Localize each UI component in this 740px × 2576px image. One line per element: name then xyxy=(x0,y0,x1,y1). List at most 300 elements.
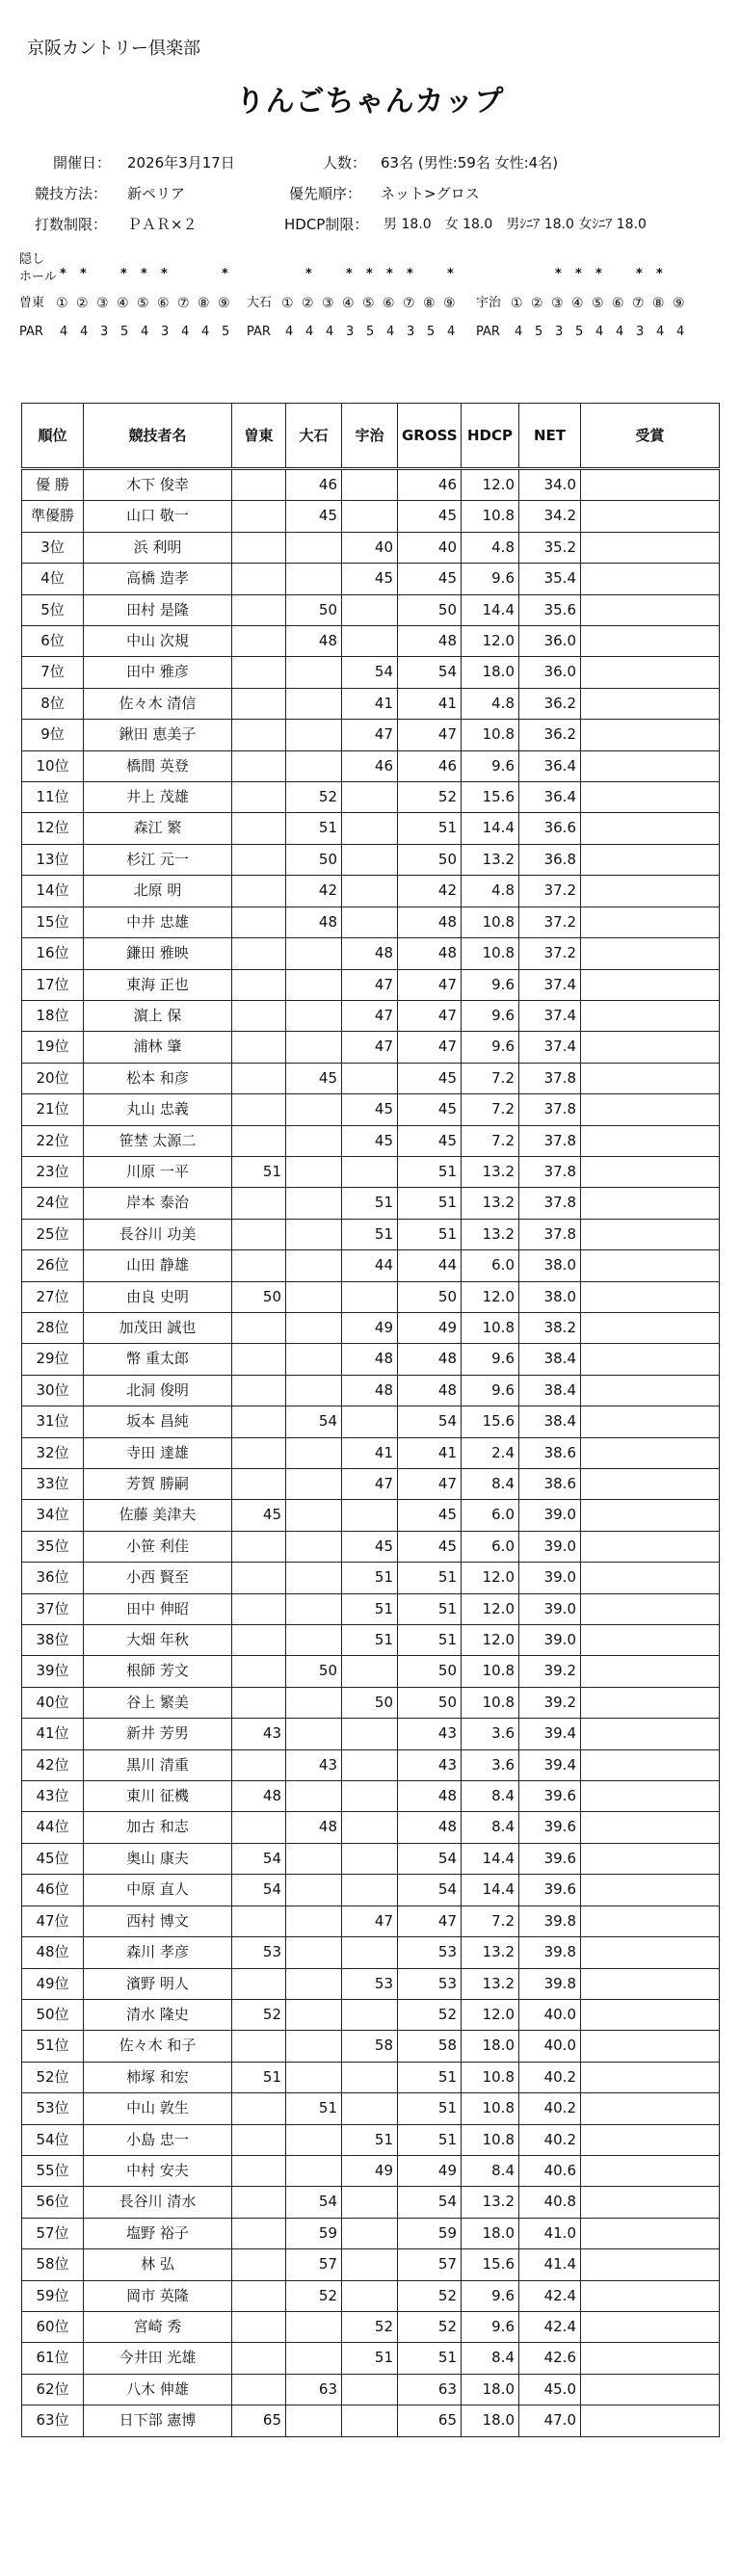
par-label: PAR xyxy=(476,325,500,339)
cap-value: ＰＡＲ×２ xyxy=(127,216,198,233)
cell-rank: 12位 xyxy=(22,813,84,844)
table-row xyxy=(22,720,720,750)
cell-rank: 20位 xyxy=(22,1063,84,1093)
cell-award xyxy=(581,938,720,969)
cell-player: 笹埜 太源二 xyxy=(84,1125,232,1156)
cell-oishi: 54 xyxy=(286,1406,342,1437)
cell-gross: 43 xyxy=(398,1719,462,1749)
cell-oishi xyxy=(286,2062,342,2092)
cell-uji xyxy=(342,782,398,813)
cell-hdcp: 8.4 xyxy=(462,1469,519,1500)
cell-rank: 32位 xyxy=(22,1437,84,1468)
cell-uji: 50 xyxy=(342,1687,398,1718)
cell-oishi xyxy=(286,2155,342,2186)
cell-award xyxy=(581,1625,720,1656)
cell-award xyxy=(581,1125,720,1156)
cell-oishi xyxy=(286,1375,342,1406)
cell-uji xyxy=(342,626,398,657)
cell-uji: 53 xyxy=(342,1968,398,1999)
par-value: 4 xyxy=(676,325,685,339)
cell-rank: 19位 xyxy=(22,1032,84,1063)
cell-rank: 28位 xyxy=(22,1312,84,1343)
cell-gross: 48 xyxy=(398,907,462,937)
cell-award xyxy=(581,532,720,563)
cell-hdcp: 3.6 xyxy=(462,1719,519,1749)
cell-player: 杉江 元一 xyxy=(84,844,232,875)
cell-player: 坂本 昌純 xyxy=(84,1406,232,1437)
hole-table xyxy=(19,252,723,347)
table-row xyxy=(22,501,720,532)
cell-gross: 48 xyxy=(398,1781,462,1812)
cell-player: 木下 俊幸 xyxy=(84,469,232,501)
cell-hdcp: 18.0 xyxy=(462,2031,519,2062)
cell-hdcp: 14.4 xyxy=(462,1843,519,1874)
cell-uji: 45 xyxy=(342,1125,398,1156)
cell-award xyxy=(581,2218,720,2248)
cell-award xyxy=(581,1250,720,1281)
cell-uji: 51 xyxy=(342,1219,398,1249)
cell-player: 橋間 英登 xyxy=(84,750,232,781)
cell-player: 鍬田 恵美子 xyxy=(84,720,232,750)
cell-rank: 59位 xyxy=(22,2280,84,2311)
cell-rank: 3位 xyxy=(22,532,84,563)
cell-award xyxy=(581,1593,720,1624)
cell-net: 40.8 xyxy=(519,2187,581,2218)
hole-number: ④ xyxy=(117,296,129,311)
cell-net: 41.4 xyxy=(519,2249,581,2280)
cell-hdcp: 10.8 xyxy=(462,2093,519,2124)
par-value: 3 xyxy=(636,325,645,339)
cell-player: 幣 重太郎 xyxy=(84,1344,232,1375)
cell-gross: 51 xyxy=(398,1593,462,1624)
hidden-hole-mark: * xyxy=(407,267,413,281)
hidden-hole-mark: * xyxy=(80,267,87,281)
cell-rank: 38位 xyxy=(22,1625,84,1656)
cell-uji: 41 xyxy=(342,688,398,719)
par-value: 3 xyxy=(346,325,355,339)
cell-oishi xyxy=(286,1219,342,1249)
cell-player: 鎌田 雅映 xyxy=(84,938,232,969)
cell-rank: 51位 xyxy=(22,2031,84,2062)
cell-rank: 4位 xyxy=(22,564,84,594)
cell-uji xyxy=(342,1875,398,1906)
cell-sotou: 53 xyxy=(232,1937,286,1968)
cell-net: 40.0 xyxy=(519,1999,581,2030)
cell-oishi xyxy=(286,938,342,969)
table-row xyxy=(22,1250,720,1281)
table-row xyxy=(22,1781,720,1812)
cell-rank: 42位 xyxy=(22,1749,84,1780)
cell-hdcp: 9.6 xyxy=(462,564,519,594)
cell-oishi xyxy=(286,750,342,781)
cell-gross: 54 xyxy=(398,2187,462,2218)
cell-player: 長谷川 清水 xyxy=(84,2187,232,2218)
cell-sotou xyxy=(232,750,286,781)
par-value: 3 xyxy=(407,325,415,339)
cell-award xyxy=(581,1156,720,1187)
table-row xyxy=(22,1531,720,1562)
cell-player: 森川 孝彦 xyxy=(84,1937,232,1968)
cell-rank: 準優勝 xyxy=(22,501,84,532)
hole-number: ④ xyxy=(571,296,584,311)
cell-uji: 46 xyxy=(342,750,398,781)
hidden-label: 隠し xyxy=(19,252,45,267)
priority-value: ネット>グロス xyxy=(381,185,480,202)
cell-net: 39.2 xyxy=(519,1656,581,1687)
cell-rank: 13位 xyxy=(22,844,84,875)
cell-uji xyxy=(342,1843,398,1874)
cell-award xyxy=(581,1375,720,1406)
cell-rank: 49位 xyxy=(22,1968,84,1999)
cell-player: 小笹 利佳 xyxy=(84,1531,232,1562)
cell-award xyxy=(581,1687,720,1718)
column-header: HDCP xyxy=(462,404,519,469)
cell-award xyxy=(581,1312,720,1343)
par-value: 4 xyxy=(326,325,334,339)
cell-sotou xyxy=(232,469,286,501)
cell-rank: 39位 xyxy=(22,1656,84,1687)
cell-award xyxy=(581,1344,720,1375)
cell-oishi xyxy=(286,1625,342,1656)
cell-oishi: 48 xyxy=(286,1812,342,1843)
cell-sotou xyxy=(232,1531,286,1562)
cell-award xyxy=(581,688,720,719)
par-value: 4 xyxy=(141,325,149,339)
cell-award xyxy=(581,1281,720,1312)
cell-hdcp: 12.0 xyxy=(462,1999,519,2030)
cell-hdcp: 10.8 xyxy=(462,720,519,750)
cell-award xyxy=(581,2093,720,2124)
par-value: 4 xyxy=(181,325,190,339)
cell-hdcp: 14.4 xyxy=(462,1875,519,1906)
cell-hdcp: 13.2 xyxy=(462,1156,519,1187)
cell-player: 濵上 保 xyxy=(84,1000,232,1031)
cell-rank: 61位 xyxy=(22,2343,84,2374)
hidden-hole-mark: * xyxy=(161,267,168,281)
table-row xyxy=(22,1687,720,1718)
cell-rank: 21位 xyxy=(22,1094,84,1125)
cell-rank: 29位 xyxy=(22,1344,84,1375)
hole-number: ⑥ xyxy=(157,296,170,311)
cell-uji xyxy=(342,2062,398,2092)
cell-rank: 11位 xyxy=(22,782,84,813)
cell-net: 39.8 xyxy=(519,1937,581,1968)
cell-award xyxy=(581,1063,720,1093)
cell-hdcp: 10.8 xyxy=(462,2124,519,2155)
cell-net: 37.2 xyxy=(519,938,581,969)
cell-net: 39.6 xyxy=(519,1843,581,1874)
cell-hdcp: 9.6 xyxy=(462,1000,519,1031)
hole-number: ⑤ xyxy=(137,296,149,311)
cell-hdcp: 18.0 xyxy=(462,2218,519,2248)
cell-award xyxy=(581,1219,720,1249)
cell-player: 芳賀 勝嗣 xyxy=(84,1469,232,1500)
cell-sotou xyxy=(232,1063,286,1093)
cell-sotou xyxy=(232,1188,286,1219)
cell-gross: 46 xyxy=(398,750,462,781)
cell-net: 37.8 xyxy=(519,1125,581,1156)
cell-uji xyxy=(342,1781,398,1812)
cell-gross: 47 xyxy=(398,1000,462,1031)
cell-gross: 53 xyxy=(398,1968,462,1999)
column-header: 大石 xyxy=(286,404,342,469)
cell-uji xyxy=(342,1937,398,1968)
cell-gross: 45 xyxy=(398,1500,462,1531)
cell-uji: 47 xyxy=(342,1032,398,1063)
cell-sotou: 50 xyxy=(232,1281,286,1312)
cell-rank: 6位 xyxy=(22,626,84,657)
cell-player: 東海 正也 xyxy=(84,969,232,1000)
cell-player: 田中 雅彦 xyxy=(84,657,232,688)
cell-sotou xyxy=(232,1406,286,1437)
cell-oishi xyxy=(286,1000,342,1031)
cell-sotou xyxy=(232,1000,286,1031)
cell-oishi xyxy=(286,1437,342,1468)
cell-net: 40.2 xyxy=(519,2093,581,2124)
cell-sotou xyxy=(232,1968,286,1999)
cell-oishi: 48 xyxy=(286,626,342,657)
cell-net: 39.2 xyxy=(519,1687,581,1718)
cell-uji xyxy=(342,1999,398,2030)
cell-uji xyxy=(342,876,398,907)
table-row xyxy=(22,2031,720,2062)
cell-net: 37.8 xyxy=(519,1219,581,1249)
cell-oishi: 46 xyxy=(286,469,342,501)
cell-gross: 45 xyxy=(398,501,462,532)
cell-award xyxy=(581,2155,720,2186)
hole-number: ⑤ xyxy=(592,296,604,311)
cell-net: 36.4 xyxy=(519,782,581,813)
cell-net: 36.0 xyxy=(519,626,581,657)
cell-hdcp: 13.2 xyxy=(462,1937,519,1968)
table-row xyxy=(22,1375,720,1406)
cell-gross: 52 xyxy=(398,782,462,813)
hole-number: ② xyxy=(531,296,543,311)
cell-award xyxy=(581,844,720,875)
cell-rank: 48位 xyxy=(22,1937,84,1968)
cell-award xyxy=(581,2405,720,2436)
cell-gross: 51 xyxy=(398,1156,462,1187)
table-row xyxy=(22,813,720,844)
cell-hdcp: 18.0 xyxy=(462,2405,519,2436)
cell-net: 36.4 xyxy=(519,750,581,781)
cell-hdcp: 15.6 xyxy=(462,1406,519,1437)
cell-sotou xyxy=(232,2155,286,2186)
cell-player: 今井田 光雄 xyxy=(84,2343,232,2374)
cell-rank: 52位 xyxy=(22,2062,84,2092)
cell-uji: 48 xyxy=(342,938,398,969)
cell-gross: 52 xyxy=(398,1999,462,2030)
method-value: 新ペリア xyxy=(127,185,186,202)
hidden-hole-mark: * xyxy=(555,267,562,281)
cell-uji xyxy=(342,2218,398,2248)
cell-oishi xyxy=(286,1469,342,1500)
cell-award xyxy=(581,1563,720,1593)
cell-oishi: 57 xyxy=(286,2249,342,2280)
par-value: 5 xyxy=(427,325,436,339)
table-row xyxy=(22,688,720,719)
cell-hdcp: 4.8 xyxy=(462,688,519,719)
cell-net: 39.0 xyxy=(519,1500,581,1531)
cell-gross: 45 xyxy=(398,1125,462,1156)
cell-uji: 51 xyxy=(342,2124,398,2155)
cell-sotou: 51 xyxy=(232,1156,286,1187)
cell-sotou xyxy=(232,1687,286,1718)
hole-number: ⑨ xyxy=(443,296,456,311)
cell-net: 38.4 xyxy=(519,1406,581,1437)
cell-oishi xyxy=(286,2124,342,2155)
cell-rank: 優 勝 xyxy=(22,469,84,501)
cell-oishi xyxy=(286,1531,342,1562)
cell-player: 日下部 憲博 xyxy=(84,2405,232,2436)
cell-oishi: 51 xyxy=(286,813,342,844)
cell-rank: 34位 xyxy=(22,1500,84,1531)
table-row xyxy=(22,1999,720,2030)
cell-hdcp: 14.4 xyxy=(462,813,519,844)
cell-uji xyxy=(342,594,398,625)
cell-sotou xyxy=(232,1344,286,1375)
cell-oishi xyxy=(286,1687,342,1718)
cell-uji xyxy=(342,1063,398,1093)
table-row xyxy=(22,1625,720,1656)
cell-gross: 51 xyxy=(398,2062,462,2092)
par-label: PAR xyxy=(247,325,271,339)
table-row xyxy=(22,2218,720,2248)
par-value: 4 xyxy=(285,325,294,339)
table-row xyxy=(22,938,720,969)
table-row xyxy=(22,2187,720,2218)
cell-net: 35.2 xyxy=(519,532,581,563)
cell-hdcp: 2.4 xyxy=(462,1437,519,1468)
cell-uji: 51 xyxy=(342,1593,398,1624)
par-value: 4 xyxy=(656,325,665,339)
cell-net: 37.4 xyxy=(519,969,581,1000)
cell-rank: 15位 xyxy=(22,907,84,937)
cell-net: 41.0 xyxy=(519,2218,581,2248)
cell-oishi xyxy=(286,1500,342,1531)
cell-award xyxy=(581,1500,720,1531)
cell-rank: 5位 xyxy=(22,594,84,625)
table-row xyxy=(22,1812,720,1843)
table-row xyxy=(22,469,720,501)
table-row xyxy=(22,907,720,937)
cell-net: 39.6 xyxy=(519,1781,581,1812)
cell-net: 42.6 xyxy=(519,2343,581,2374)
cell-uji: 47 xyxy=(342,1469,398,1500)
cell-hdcp: 10.8 xyxy=(462,907,519,937)
cell-player: 新井 芳男 xyxy=(84,1719,232,1749)
cell-gross: 52 xyxy=(398,2311,462,2342)
cell-net: 40.0 xyxy=(519,2031,581,2062)
cell-hdcp: 4.8 xyxy=(462,532,519,563)
hidden-hole-mark: * xyxy=(575,267,582,281)
cell-hdcp: 10.8 xyxy=(462,1687,519,1718)
cell-net: 35.6 xyxy=(519,594,581,625)
cell-player: 奥山 康夫 xyxy=(84,1843,232,1874)
cell-award xyxy=(581,750,720,781)
cell-uji: 47 xyxy=(342,969,398,1000)
par-value: 3 xyxy=(161,325,170,339)
cell-rank: 27位 xyxy=(22,1281,84,1312)
cell-oishi xyxy=(286,2031,342,2062)
cell-player: 松本 和彦 xyxy=(84,1063,232,1093)
cell-hdcp: 6.0 xyxy=(462,1250,519,1281)
cell-gross: 51 xyxy=(398,1219,462,1249)
par-value: 4 xyxy=(305,325,314,339)
cell-oishi xyxy=(286,969,342,1000)
cell-hdcp: 18.0 xyxy=(462,2374,519,2405)
cell-award xyxy=(581,2374,720,2405)
table-row xyxy=(22,594,720,625)
cell-rank: 46位 xyxy=(22,1875,84,1906)
cell-player: 東川 征機 xyxy=(84,1781,232,1812)
column-header: 競技者名 xyxy=(84,404,232,469)
table-row xyxy=(22,1843,720,1874)
par-value: 4 xyxy=(616,325,624,339)
cell-oishi xyxy=(286,1999,342,2030)
cell-sotou xyxy=(232,1469,286,1500)
table-row xyxy=(22,2374,720,2405)
cell-uji xyxy=(342,1406,398,1437)
cell-gross: 48 xyxy=(398,1812,462,1843)
column-header: NET xyxy=(519,404,581,469)
cell-net: 38.0 xyxy=(519,1250,581,1281)
cell-oishi: 63 xyxy=(286,2374,342,2405)
cell-hdcp: 13.2 xyxy=(462,1219,519,1249)
cell-gross: 43 xyxy=(398,1749,462,1780)
cell-gross: 59 xyxy=(398,2218,462,2248)
table-row xyxy=(22,844,720,875)
hidden-hole-row xyxy=(19,252,723,289)
cell-award xyxy=(581,626,720,657)
table-row xyxy=(22,1437,720,1468)
cell-uji: 44 xyxy=(342,1250,398,1281)
cell-player: 八木 伸雄 xyxy=(84,2374,232,2405)
cell-oishi: 52 xyxy=(286,2280,342,2311)
cell-player: 北原 明 xyxy=(84,876,232,907)
column-header: 曽東 xyxy=(232,404,286,469)
cell-hdcp: 14.4 xyxy=(462,594,519,625)
results-table xyxy=(21,403,720,2437)
cell-gross: 51 xyxy=(398,1563,462,1593)
table-row xyxy=(22,2062,720,2092)
table-row xyxy=(22,1063,720,1093)
cell-net: 38.2 xyxy=(519,1312,581,1343)
cell-gross: 58 xyxy=(398,2031,462,2062)
cell-sotou xyxy=(232,844,286,875)
column-header: 順位 xyxy=(22,404,84,469)
cell-sotou xyxy=(232,564,286,594)
cell-award xyxy=(581,1906,720,1936)
cell-oishi xyxy=(286,1781,342,1812)
cell-award xyxy=(581,1968,720,1999)
cell-uji xyxy=(342,2374,398,2405)
cell-oishi xyxy=(286,2311,342,2342)
cell-award xyxy=(581,469,720,501)
cell-oishi: 50 xyxy=(286,844,342,875)
table-row xyxy=(22,2093,720,2124)
cell-gross: 45 xyxy=(398,1063,462,1093)
hole-number: ② xyxy=(302,296,314,311)
hole-number: ⑧ xyxy=(423,296,436,311)
cell-sotou xyxy=(232,1906,286,1936)
cell-player: 黒川 清重 xyxy=(84,1749,232,1780)
cell-hdcp: 13.2 xyxy=(462,1188,519,1219)
table-row xyxy=(22,782,720,813)
club-name: 京阪カントリー倶楽部 xyxy=(27,39,200,59)
cell-gross: 54 xyxy=(398,1875,462,1906)
cell-gross: 50 xyxy=(398,1281,462,1312)
